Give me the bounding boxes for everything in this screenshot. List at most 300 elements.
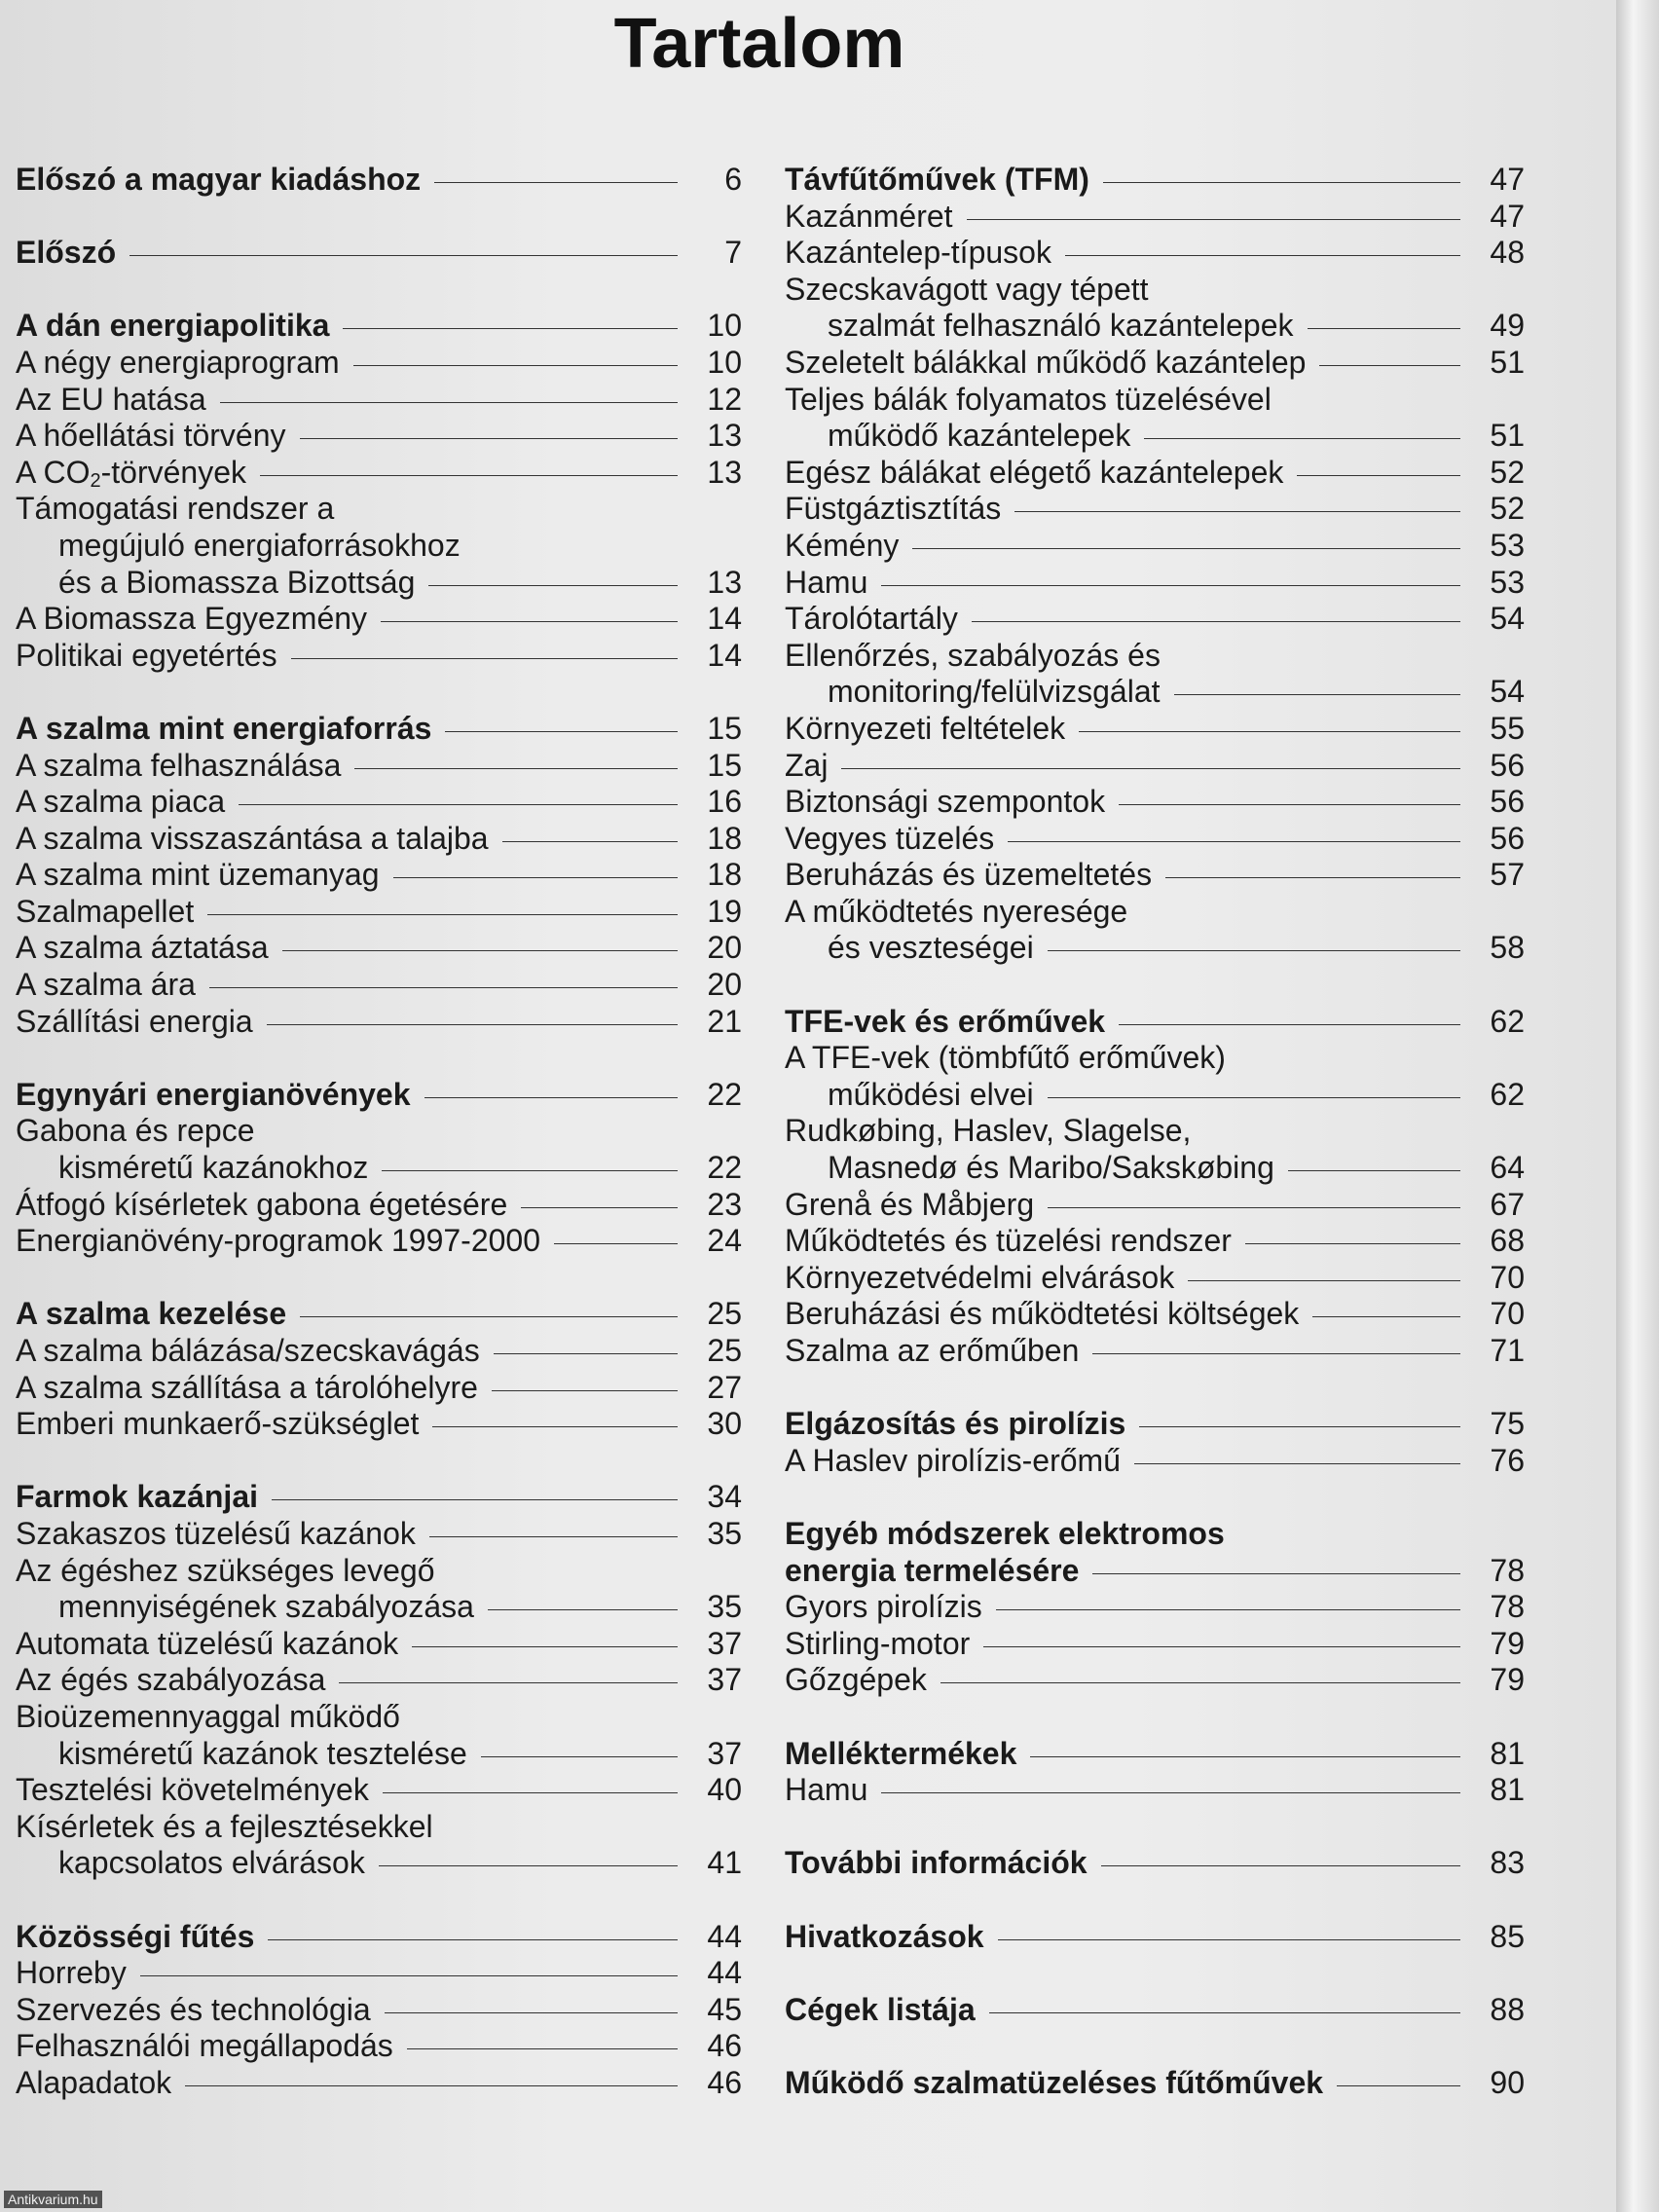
- toc-entry: [16, 382, 742, 419]
- toc-entry-title: Melléktermékek: [785, 1735, 1017, 1771]
- dot-leader: [407, 2048, 678, 2049]
- dot-leader: [434, 182, 678, 183]
- toc-entry-title: monitoring/felülvizsgálat: [828, 674, 1161, 710]
- toc-entry: [16, 1113, 742, 1186]
- toc-entry-title: A szalma áztatása: [16, 930, 269, 966]
- toc-entry-title: Beruházás és üzemeltetés: [785, 857, 1153, 893]
- toc-entry-title: A szalma mint energiaforrás: [16, 710, 432, 746]
- dot-leader: [239, 804, 678, 805]
- toc-section-heading: [16, 711, 742, 748]
- toc-entry: [16, 1516, 742, 1553]
- toc-entry: [16, 1772, 742, 1809]
- toc-section-heading: [785, 1992, 1525, 2029]
- dot-leader: [385, 2012, 678, 2013]
- dot-leader: [272, 1499, 678, 1500]
- dot-leader: [1119, 1024, 1460, 1025]
- toc-section-heading: [785, 162, 1525, 199]
- toc-entry-title: A szalma mint üzemanyag: [16, 857, 380, 893]
- toc-entry: [16, 2065, 742, 2102]
- toc-entry-title: Egész bálákat elégető kazántelepek: [785, 454, 1284, 490]
- toc-entry: [785, 784, 1525, 821]
- toc-entry: [785, 821, 1525, 858]
- dot-leader: [1119, 804, 1460, 805]
- page-number: 54: [1490, 601, 1525, 637]
- toc-entry: [16, 1223, 742, 1260]
- page-title: Tartalom: [613, 5, 905, 83]
- toc-entry-title: Masnedø és Maribo/Sakskøbing: [828, 1150, 1274, 1186]
- section-gap: [785, 1955, 1525, 1992]
- page-number: 55: [1490, 710, 1525, 746]
- page-number: 6: [724, 162, 742, 197]
- page-number: 51: [1490, 418, 1525, 454]
- dot-leader: [354, 768, 678, 769]
- page-number: 37: [707, 1625, 742, 1661]
- page-number: 10: [707, 308, 742, 344]
- dot-leader: [445, 731, 678, 732]
- toc-entry-title: szalmát felhasználó kazántelepek: [828, 308, 1294, 344]
- toc-entry-title: Szecskavágott vagy tépett: [785, 271, 1149, 307]
- dot-leader: [1312, 1316, 1460, 1317]
- page-number: 67: [1490, 1186, 1525, 1222]
- toc-entry-title: A szalma piaca: [16, 784, 226, 820]
- toc-entry-title: Kazánméret: [785, 198, 953, 234]
- section-gap: [785, 1370, 1525, 1407]
- dot-leader: [1139, 1426, 1460, 1427]
- toc-entry-title: kisméretű kazánok tesztelése: [58, 1735, 467, 1771]
- toc-entry-title: A Biomassza Egyezmény: [16, 601, 368, 637]
- page-number: 45: [707, 1991, 742, 2027]
- page-number: 20: [707, 967, 742, 1003]
- toc-entry-title: és veszteségei: [828, 930, 1034, 966]
- toc-section-heading: [16, 1919, 742, 1956]
- toc-entry-title: Szalma az erőműben: [785, 1333, 1080, 1368]
- dot-leader: [1048, 950, 1460, 951]
- dot-leader: [383, 1792, 678, 1793]
- page-number: 22: [707, 1076, 742, 1112]
- page-number: 13: [707, 418, 742, 454]
- toc-entry: [16, 821, 742, 858]
- page-number: 46: [707, 2028, 742, 2064]
- dot-leader: [300, 1316, 678, 1317]
- dot-leader: [912, 548, 1460, 549]
- toc-entry: [785, 1443, 1525, 1480]
- page-number: 64: [1490, 1150, 1525, 1186]
- dot-leader: [260, 475, 678, 476]
- toc-entry-title: Elgázosítás és pirolízis: [785, 1406, 1126, 1442]
- page-number: 7: [724, 235, 742, 271]
- dot-leader: [1134, 1463, 1460, 1464]
- page-number: 52: [1490, 491, 1525, 527]
- toc-entry-title: TFE-vek és erőművek: [785, 1003, 1106, 1039]
- toc-section-heading: [16, 1296, 742, 1333]
- dot-leader: [428, 585, 678, 586]
- page-number: 54: [1490, 674, 1525, 710]
- toc-entry: [16, 1553, 742, 1626]
- dot-leader: [343, 328, 678, 329]
- toc-entry: [785, 199, 1525, 236]
- toc-entry-title: kapcsolatos elvárások: [58, 1845, 365, 1881]
- page-number: 70: [1490, 1296, 1525, 1332]
- toc-entry-title: Szeletelt bálákkal működő kazántelep: [785, 344, 1307, 380]
- toc-entry: [16, 748, 742, 785]
- toc-entry-title: A négy energiaprogram: [16, 344, 340, 380]
- page-number: 47: [1490, 162, 1525, 197]
- toc-entry: [785, 1772, 1525, 1809]
- dot-leader: [492, 1390, 678, 1391]
- page-number: 47: [1490, 198, 1525, 234]
- toc-section-heading: [16, 1479, 742, 1516]
- page-number: 14: [707, 601, 742, 637]
- toc-entry: [785, 1260, 1525, 1297]
- page-number: 62: [1490, 1076, 1525, 1112]
- dot-leader: [1065, 255, 1460, 256]
- dot-leader: [998, 1939, 1460, 1940]
- toc-entry-title: Működő szalmatüzeléses fűtőművek: [785, 2064, 1324, 2100]
- toc-section-heading: [785, 2065, 1525, 2102]
- section-gap: [785, 1882, 1525, 1919]
- toc-entry: [785, 857, 1525, 894]
- page-number: 13: [707, 564, 742, 600]
- page-number: 35: [707, 1589, 742, 1625]
- page-number: 37: [707, 1735, 742, 1771]
- section-gap: [785, 1699, 1525, 1736]
- dot-leader: [432, 1426, 678, 1427]
- dot-leader: [1048, 1207, 1460, 1208]
- page-number: 22: [707, 1150, 742, 1186]
- toc-entry: [785, 1223, 1525, 1260]
- toc-entry: [785, 1626, 1525, 1663]
- toc-entry-title: Energianövény-programok 1997-2000: [16, 1223, 541, 1259]
- dot-leader: [140, 1975, 678, 1976]
- toc-entry-title: Felhasználói megállapodás: [16, 2028, 393, 2064]
- toc-entry: [785, 1662, 1525, 1699]
- toc-entry-title: működő kazántelepek: [828, 418, 1131, 454]
- dot-leader: [291, 658, 678, 659]
- watermark: Antikvarium.hu: [4, 2191, 102, 2208]
- page-edge: [1616, 0, 1659, 2212]
- page-number: 23: [707, 1186, 742, 1222]
- toc-entry-title: Tesztelési követelmények: [16, 1772, 369, 1808]
- section-gap: [785, 2028, 1525, 2065]
- toc-entry: [785, 894, 1525, 967]
- toc-entry: [16, 1699, 742, 1772]
- toc-column-left: [16, 162, 742, 2101]
- dot-leader: [220, 402, 678, 403]
- toc-entry: [16, 345, 742, 382]
- dot-leader: [989, 2012, 1460, 2013]
- dot-leader: [1165, 877, 1460, 878]
- page-number: 44: [707, 1918, 742, 1954]
- dot-leader: [481, 1756, 678, 1757]
- toc-entry-title: A működtetés nyeresége: [785, 893, 1128, 929]
- toc-entry-title: Rudkøbing, Haslev, Slagelse,: [785, 1113, 1192, 1149]
- toc-entry-title: Füstgáztisztítás: [785, 491, 1002, 527]
- toc-entry-title: Emberi munkaerő-szükséglet: [16, 1406, 420, 1442]
- toc-entry-title: Szállítási energia: [16, 1003, 253, 1039]
- dot-leader: [521, 1207, 678, 1208]
- toc-entry: [785, 382, 1525, 455]
- toc-entry: [16, 967, 742, 1004]
- dot-leader: [1048, 1097, 1460, 1098]
- section-gap: [16, 674, 742, 711]
- dot-leader: [207, 914, 678, 915]
- page-number: 24: [707, 1223, 742, 1259]
- toc-section-heading: [16, 162, 742, 199]
- toc-entry: [785, 711, 1525, 748]
- page-number: 13: [707, 454, 742, 490]
- toc-entry: [16, 930, 742, 967]
- dot-leader: [1308, 328, 1461, 329]
- toc-entry-title: Horreby: [16, 1955, 127, 1991]
- dot-leader: [300, 438, 679, 439]
- toc-entry: [16, 1333, 742, 1370]
- dot-leader: [185, 2085, 678, 2086]
- toc-entry: [785, 491, 1525, 528]
- toc-entry: [16, 1955, 742, 1992]
- toc-entry-title: Támogatási rendszer a: [16, 491, 335, 527]
- page-number: 49: [1490, 308, 1525, 344]
- toc-entry-title: Hivatkozások: [785, 1918, 984, 1954]
- toc-entry-title: Egynyári energianövények: [16, 1076, 411, 1112]
- toc-entry-title: Környezetvédelmi elvárások: [785, 1259, 1175, 1295]
- dot-leader: [1079, 731, 1460, 732]
- toc-section-heading: [785, 1845, 1525, 1882]
- toc-section-heading: [16, 308, 742, 345]
- dot-leader: [1092, 1573, 1460, 1574]
- toc-section-heading: [785, 1004, 1525, 1041]
- toc-entry-title: Szakaszos tüzelésű kazánok: [16, 1515, 416, 1551]
- dot-leader: [996, 1609, 1460, 1610]
- dot-leader: [412, 1646, 678, 1647]
- section-gap: [16, 199, 742, 236]
- section-gap: [16, 1443, 742, 1480]
- page-number: 76: [1490, 1442, 1525, 1478]
- page-number: 35: [707, 1515, 742, 1551]
- toc-entry-title: A Haslev pirolízis-erőmű: [785, 1442, 1121, 1478]
- toc-entry-title: Előszó: [16, 235, 117, 271]
- toc-entry-title: Hamu: [785, 1772, 868, 1808]
- toc-entry-title: Gyors pirolízis: [785, 1589, 982, 1625]
- toc-entry: [785, 1187, 1525, 1224]
- toc-entry-title: Az égés szabályozása: [16, 1662, 326, 1698]
- page-number: 68: [1490, 1223, 1525, 1259]
- page-number: 25: [707, 1333, 742, 1368]
- toc-entry: [16, 1626, 742, 1663]
- dot-leader: [424, 1097, 678, 1098]
- toc-entry: [16, 1406, 742, 1443]
- page-number: 25: [707, 1296, 742, 1332]
- toc-entry-title: és a Biomassza Bizottság: [58, 564, 416, 600]
- toc-entry-title: Közösségi fűtés: [16, 1918, 255, 1954]
- dot-leader: [1144, 438, 1460, 439]
- dot-leader: [268, 1939, 678, 1940]
- dot-leader: [282, 950, 678, 951]
- page-number: 70: [1490, 1259, 1525, 1295]
- toc-entry: [16, 1992, 742, 2029]
- dot-leader: [881, 1792, 1460, 1793]
- page-number: 56: [1490, 820, 1525, 856]
- toc-entry-title: Az égéshez szükséges levegő: [16, 1552, 435, 1588]
- toc-entry-title: Bioüzemennyaggal működő: [16, 1698, 400, 1734]
- dot-leader: [1008, 841, 1460, 842]
- toc-entry: [785, 1296, 1525, 1333]
- toc-entry-title: Beruházási és működtetési költségek: [785, 1296, 1300, 1332]
- toc-entry: [16, 894, 742, 931]
- dot-leader: [881, 585, 1460, 586]
- dot-leader: [1337, 2085, 1460, 2086]
- toc-section-heading: [16, 235, 742, 272]
- toc-column-right: [785, 162, 1525, 2101]
- page-number: 88: [1490, 1991, 1525, 2027]
- dot-leader: [393, 877, 679, 878]
- dot-leader: [267, 1024, 678, 1025]
- dot-leader: [339, 1682, 678, 1683]
- page-number: 62: [1490, 1003, 1525, 1039]
- toc-entry-title: Ellenőrzés, szabályozás és: [785, 637, 1161, 673]
- toc-entry: [16, 784, 742, 821]
- toc-section-heading: [16, 1077, 742, 1114]
- page-number: 48: [1490, 235, 1525, 271]
- page-number: 85: [1490, 1918, 1525, 1954]
- toc-entry-title: Grenå és Måbjerg: [785, 1186, 1035, 1222]
- page-number: 78: [1490, 1552, 1525, 1588]
- toc-entry: [785, 1113, 1525, 1186]
- page-number: 34: [707, 1479, 742, 1515]
- dot-leader: [502, 841, 678, 842]
- page-number: 18: [707, 820, 742, 856]
- toc-entry: [785, 455, 1525, 492]
- toc-entry-title: A $CO_2$-törvények: [16, 454, 246, 492]
- page-number: 16: [707, 784, 742, 820]
- toc-entry-title: Cégek listája: [785, 1991, 976, 2027]
- page-number: 37: [707, 1662, 742, 1698]
- page-number: 81: [1490, 1772, 1525, 1808]
- dot-leader: [1101, 1865, 1460, 1866]
- page-number: 20: [707, 930, 742, 966]
- dot-leader: [1174, 694, 1461, 695]
- toc-section-heading: [785, 1919, 1525, 1956]
- toc-entry-title: energia termelésére: [785, 1552, 1080, 1588]
- page-number: 12: [707, 381, 742, 417]
- toc-entry-title: Környezeti feltételek: [785, 710, 1066, 746]
- toc-entry-title: működési elvei: [828, 1076, 1034, 1112]
- toc-entry-title: A szalma ára: [16, 967, 196, 1003]
- page-number: 51: [1490, 344, 1525, 380]
- dot-leader: [1288, 1170, 1460, 1171]
- toc-entry-title: megújuló energiaforrásokhoz: [58, 527, 461, 563]
- toc-entry: [16, 601, 742, 638]
- dot-leader: [494, 1353, 678, 1354]
- toc-entry: [16, 638, 742, 675]
- page-number: 18: [707, 857, 742, 893]
- page-number: 56: [1490, 747, 1525, 783]
- page-number: 14: [707, 637, 742, 673]
- toc-section-heading: [785, 1406, 1525, 1443]
- page-number: 78: [1490, 1589, 1525, 1625]
- page-number: 53: [1490, 564, 1525, 600]
- toc-entry-title: Vegyes tüzelés: [785, 820, 995, 856]
- toc-section-heading: [785, 1516, 1525, 1589]
- dot-leader: [1319, 365, 1460, 366]
- toc-entry-title: Automata tüzelésű kazánok: [16, 1625, 399, 1661]
- dot-leader: [379, 1865, 678, 1866]
- dot-leader: [129, 255, 678, 256]
- page-number: 15: [707, 747, 742, 783]
- toc-entry-title: Gabona és repce: [16, 1113, 255, 1149]
- dot-leader: [972, 621, 1460, 622]
- toc-entry-title: A szalma szállítása a tárolóhelyre: [16, 1369, 478, 1405]
- dot-leader: [1030, 1756, 1460, 1757]
- dot-leader: [1297, 475, 1460, 476]
- section-gap: [16, 1882, 742, 1919]
- toc-entry: [785, 638, 1525, 711]
- page-number: 21: [707, 1003, 742, 1039]
- page-number: 41: [707, 1845, 742, 1881]
- page-number: 83: [1490, 1845, 1525, 1881]
- dot-leader: [1014, 511, 1460, 512]
- toc-entry: [785, 345, 1525, 382]
- page-number: 81: [1490, 1735, 1525, 1771]
- section-gap: [785, 967, 1525, 1004]
- toc-entry-title: Kémény: [785, 527, 900, 563]
- page-number: 53: [1490, 527, 1525, 563]
- toc-entry: [16, 2028, 742, 2065]
- toc-entry-title: Egyéb módszerek elektromos: [785, 1515, 1225, 1551]
- toc-entry-title: A szalma kezelése: [16, 1296, 287, 1332]
- section-gap: [16, 1260, 742, 1297]
- toc-entry-title: Politikai egyetértés: [16, 637, 277, 673]
- page-number: 79: [1490, 1625, 1525, 1661]
- dot-leader: [353, 365, 678, 366]
- toc-entry: [785, 1589, 1525, 1626]
- page-number: 57: [1490, 857, 1525, 893]
- toc-section-heading: [785, 1736, 1525, 1773]
- toc-entry: [785, 272, 1525, 345]
- toc-entry: [16, 1370, 742, 1407]
- toc-entry: [785, 528, 1525, 565]
- dot-leader: [967, 219, 1460, 220]
- toc-entry: [16, 857, 742, 894]
- toc-entry: [785, 565, 1525, 602]
- section-gap: [785, 1809, 1525, 1846]
- toc-entry-title: Alapadatok: [16, 2064, 172, 2100]
- toc-entry-title: Teljes bálák folyamatos tüzelésével: [785, 381, 1272, 417]
- toc-entry-title: Biztonsági szempontok: [785, 784, 1106, 820]
- toc-entry-title: A dán energiapolitika: [16, 308, 330, 344]
- page-number: 75: [1490, 1406, 1525, 1442]
- dot-leader: [1245, 1243, 1460, 1244]
- toc-entry-title: Átfogó kísérletek gabona égetésére: [16, 1186, 508, 1222]
- toc-entry: [16, 491, 742, 601]
- toc-entry-title: Szalmapellet: [16, 893, 195, 929]
- page-number: 46: [707, 2064, 742, 2100]
- toc-entry: [785, 601, 1525, 638]
- toc-entry-title: Stirling-motor: [785, 1625, 971, 1661]
- dot-leader: [1092, 1353, 1460, 1354]
- toc-entry: [785, 748, 1525, 785]
- toc-entry: [785, 1040, 1525, 1113]
- page-number: 44: [707, 1955, 742, 1991]
- toc-entry: [16, 418, 742, 455]
- toc-entry-title: Tárolótartály: [785, 601, 958, 637]
- dot-leader: [841, 768, 1460, 769]
- toc-entry-title: Távfűtőművek (TFM): [785, 162, 1089, 197]
- page-number: 40: [707, 1772, 742, 1808]
- section-gap: [16, 1040, 742, 1077]
- dot-leader: [1188, 1280, 1460, 1281]
- page-number: 71: [1490, 1333, 1525, 1368]
- toc-entry-title: Kísérletek és a fejlesztésekkel: [16, 1808, 433, 1844]
